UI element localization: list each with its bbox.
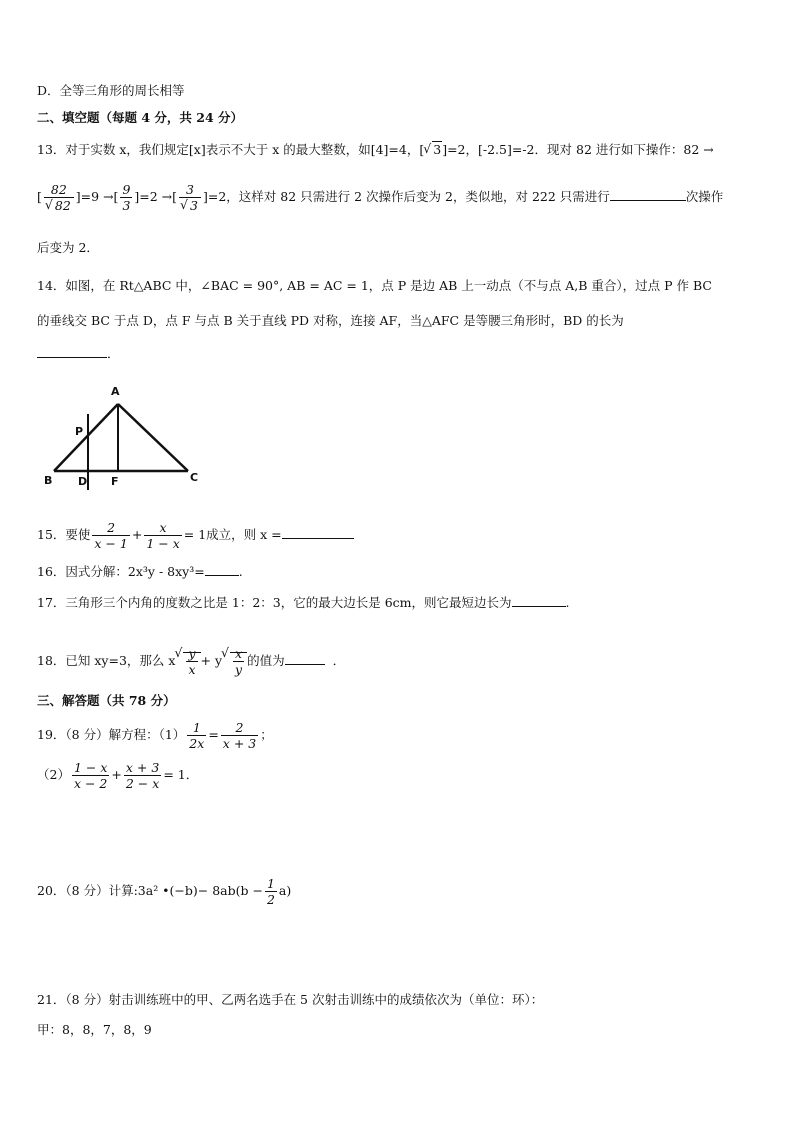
- q19-frac-3-num: 1 − x: [73, 760, 108, 775]
- q17-text: 17．三角形三个内角的度数之比是 1：2：3，它的最大边长是 6cm，则它最短边长为: [37, 595, 512, 610]
- q19-frac-1-den: 2x: [189, 736, 205, 751]
- q20-frac-den: 2: [266, 892, 275, 907]
- q18-sqrt-1-num: √ y: [188, 646, 196, 661]
- q18-line: [37, 646, 345, 677]
- q13-frac-3-den: 3: [190, 198, 198, 213]
- q15-frac-2: [144, 520, 181, 551]
- q19-frac-2-num: 2: [235, 720, 244, 735]
- q18-suffix: 的值为: [247, 653, 285, 668]
- q13-answer-blank[interactable]: [610, 188, 686, 201]
- q19-frac-1-num: 1: [192, 720, 201, 735]
- q15-answer-blank[interactable]: [282, 526, 354, 539]
- q14-answer-blank[interactable]: [37, 345, 107, 358]
- q19-frac-3: [72, 760, 109, 791]
- option-d: D．全等三角形的周长相等: [37, 83, 185, 98]
- q18-sqrt-1: [175, 646, 200, 677]
- side-ab: [54, 404, 118, 471]
- q13-frac-1: [44, 182, 74, 213]
- q19-part2-prefix: （2）: [37, 767, 70, 782]
- q18-sqrt-1-den: x: [188, 662, 196, 677]
- q13-frac-3-num: 3: [186, 182, 194, 197]
- q13-frac-1-den: 82: [54, 198, 71, 213]
- q14-line3: [37, 345, 120, 362]
- label-p: P: [75, 425, 84, 438]
- q15-suffix: = 1成立，则 x =: [183, 527, 282, 542]
- q19-frac-4-num: x + 3: [125, 760, 160, 775]
- q19-end-2: = 1．: [163, 767, 199, 782]
- q19-end-1: ；: [260, 727, 273, 742]
- q13-sqrt-radicand: 3: [433, 142, 442, 157]
- q13-line2: [ 82 √ 82 ]=9 →[ $\frac{9}{3}$ ]=2 →[ 3 √ 3 ]=2，这样对 82 只需进行 2 次操作后变为 2，类似地，对 222 只需进行 次操作: [37, 182, 723, 213]
- q20-frac: [265, 876, 277, 907]
- label-f: F: [111, 475, 119, 488]
- q19-prefix: 19．（8 分）解方程：（1）: [37, 727, 186, 742]
- q13-line1: [37, 142, 714, 158]
- q18-sqrt-2: [222, 646, 247, 677]
- q15-prefix: 15．要使: [37, 527, 91, 542]
- q17-answer-blank[interactable]: [512, 594, 566, 607]
- q16-end: .: [238, 564, 243, 579]
- q18-end: ．: [332, 653, 346, 668]
- section-3-title: 三、解答题（共 78 分）: [37, 693, 176, 708]
- q13-sqrt: [424, 142, 442, 158]
- q18-sqrt-2-num: √ x: [235, 646, 243, 661]
- q21-line1: 21．（8 分）射击训练班中的甲、乙两名选手在 5 次射击训练中的成绩依次为（单位：环）：: [37, 992, 544, 1007]
- q13-frac-1-num: 82: [50, 182, 67, 197]
- q18-sqrt-2-den: y: [235, 662, 243, 677]
- q20-line: [37, 876, 291, 907]
- section-2-title: 二、填空题（每题 4 分，共 24 分）: [37, 110, 244, 125]
- q13-frac-2-num: 9: [122, 182, 131, 197]
- triangle-figure: [38, 378, 208, 493]
- label-a: A: [111, 385, 120, 398]
- q19-eq: =: [208, 727, 219, 742]
- q14-end: ．: [107, 346, 120, 361]
- q20-suffix: a): [278, 883, 292, 898]
- q19-frac-4: [124, 760, 161, 791]
- q14-line2: 的垂线交 BC 于点 D，点 F 与点 B 关于直线 PD 对称，连接 AF，当△AFC 是等腰三角形时，BD 的长为: [37, 313, 624, 328]
- q13-text-e: ]=2，这样对 82 只需进行 2 次操作后变为 2，类似地，对 222 只需进行: [202, 189, 610, 204]
- q19-line2: [37, 760, 198, 791]
- q16-line: [37, 563, 243, 580]
- q15-plus: +: [131, 527, 143, 542]
- label-c: C: [190, 471, 199, 484]
- label-b: B: [44, 474, 53, 487]
- q15-line: [37, 520, 354, 551]
- q18-mid: + y: [200, 653, 223, 668]
- q15-frac-2-den: 1 − x: [146, 536, 180, 551]
- q19-frac-2-den: x + 3: [222, 736, 257, 751]
- q16-answer-blank[interactable]: [205, 563, 239, 576]
- q19-frac-4-den: 2 − x: [125, 776, 160, 791]
- q14-line1: 14．如图，在 Rt△ABC 中，∠BAC = 90°, AB = AC = 1，点 P 是边 AB 上一动点（不与点 A,B 重合），过点 P 作 BC: [37, 278, 712, 293]
- q13-text-d: ]=2 →[: [134, 189, 178, 204]
- q13-frac-2: [120, 182, 132, 213]
- q13-frac-3: [179, 182, 201, 213]
- q18-prefix: 18．已知 xy=3，那么 x: [37, 653, 176, 668]
- q20-prefix: 20．（8 分）计算:3a² •(−b)− 8ab(b −: [37, 883, 263, 898]
- q16-text: 16．因式分解：2x³y - 8xy³=: [37, 564, 205, 579]
- q19-line1: [37, 720, 273, 751]
- q13-line3: 后变为 2．: [37, 240, 99, 255]
- q13-frac-2-den: 3: [122, 198, 131, 213]
- q18-answer-blank[interactable]: [285, 652, 325, 665]
- q21-line2: 甲：8，8，7，8，9: [37, 1022, 152, 1037]
- q13-text-f: 次操作: [685, 189, 724, 204]
- q19-plus: +: [111, 767, 122, 782]
- q15-frac-1-den: x − 1: [94, 536, 128, 551]
- side-ac: [118, 404, 188, 471]
- q17-line: [37, 594, 570, 611]
- q15-frac-1-num: 2: [107, 520, 116, 535]
- q13-text-c: ]=9 →[: [75, 189, 119, 204]
- q13-text-b: ]=2，[-2.5]=-2．现对 82 进行如下操作：82 →: [442, 142, 714, 157]
- q13-text-a: 13．对于实数 x，我们规定[x]表示不大于 x 的最大整数，如[4]=4，[: [37, 142, 425, 157]
- label-d: D: [78, 475, 88, 488]
- q20-frac-num: 1: [266, 876, 275, 891]
- q19-frac-2: [221, 720, 258, 751]
- q19-frac-3-den: x − 2: [73, 776, 108, 791]
- q17-end: .: [565, 595, 570, 610]
- q15-frac-1: [92, 520, 129, 551]
- q19-frac-1: [187, 720, 206, 751]
- q15-frac-2-num: x: [159, 520, 167, 535]
